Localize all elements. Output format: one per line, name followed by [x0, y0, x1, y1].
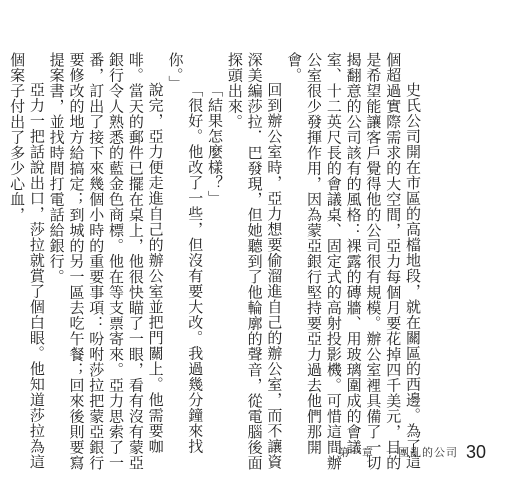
vertical-text-body	[8, 52, 422, 472]
paragraph-dialogue-answer: 「很好。他改了一些，但沒有要大改。我過幾分鐘來找你。」	[166, 52, 205, 454]
page-number: 30	[465, 441, 486, 462]
paragraph-dialogue-question: 「結果怎麼樣？」	[206, 82, 225, 206]
chapter-title: 第一章 一團亂的公司	[337, 446, 458, 459]
paragraph-planning: 說完，亞力便走進自己的辦公室並把門關上。他需要咖啡。當天的郵件已擺在桌上，他很快瞄了一眼，看有沒有蒙亞銀行令人熟悉的藍金色商標。他在等支票寄來。亞力思索了一番，訂出了接下來幾個小時的重要事項：吩咐莎拉把蒙亞銀行要修改的地方給搞定；到城的另一區去吃午餐；回來後則要寫提案書，並找時間打電話給銀行。	[47, 52, 165, 471]
paragraph-returning-office: 回到辦公室時，亞力想要偷溜進自己的辦公室，而不讓資深美編莎拉．巴發現，但她聽到了他輪廓的聲音，從電腦後面探頭出來。	[225, 52, 284, 471]
paragraph-reaction: 亞力一把話說出口，莎拉就賞了個白眼。他知道莎拉為這個案子付出了多少心血，	[8, 52, 46, 470]
paragraph-office-description: 史氏公司開在市區的高檔地段，就在關區的西邊。為了這個超過實際需求的大空間，亞力每個月要花掉四千美元，目的是希望能讓客戶覺得他的公司很有規模。辦公室裡具備了一切揭翻意的公司該有的風格：裸露的磚牆、用玻璃圍成的會議室、十二英尺長的會議桌、固定式的高射投影機。可惜這間辦公室很少發揮作用，因為蒙亞銀行堅持要亞力過去他們那開會。	[285, 52, 422, 471]
page-footer	[326, 442, 486, 462]
